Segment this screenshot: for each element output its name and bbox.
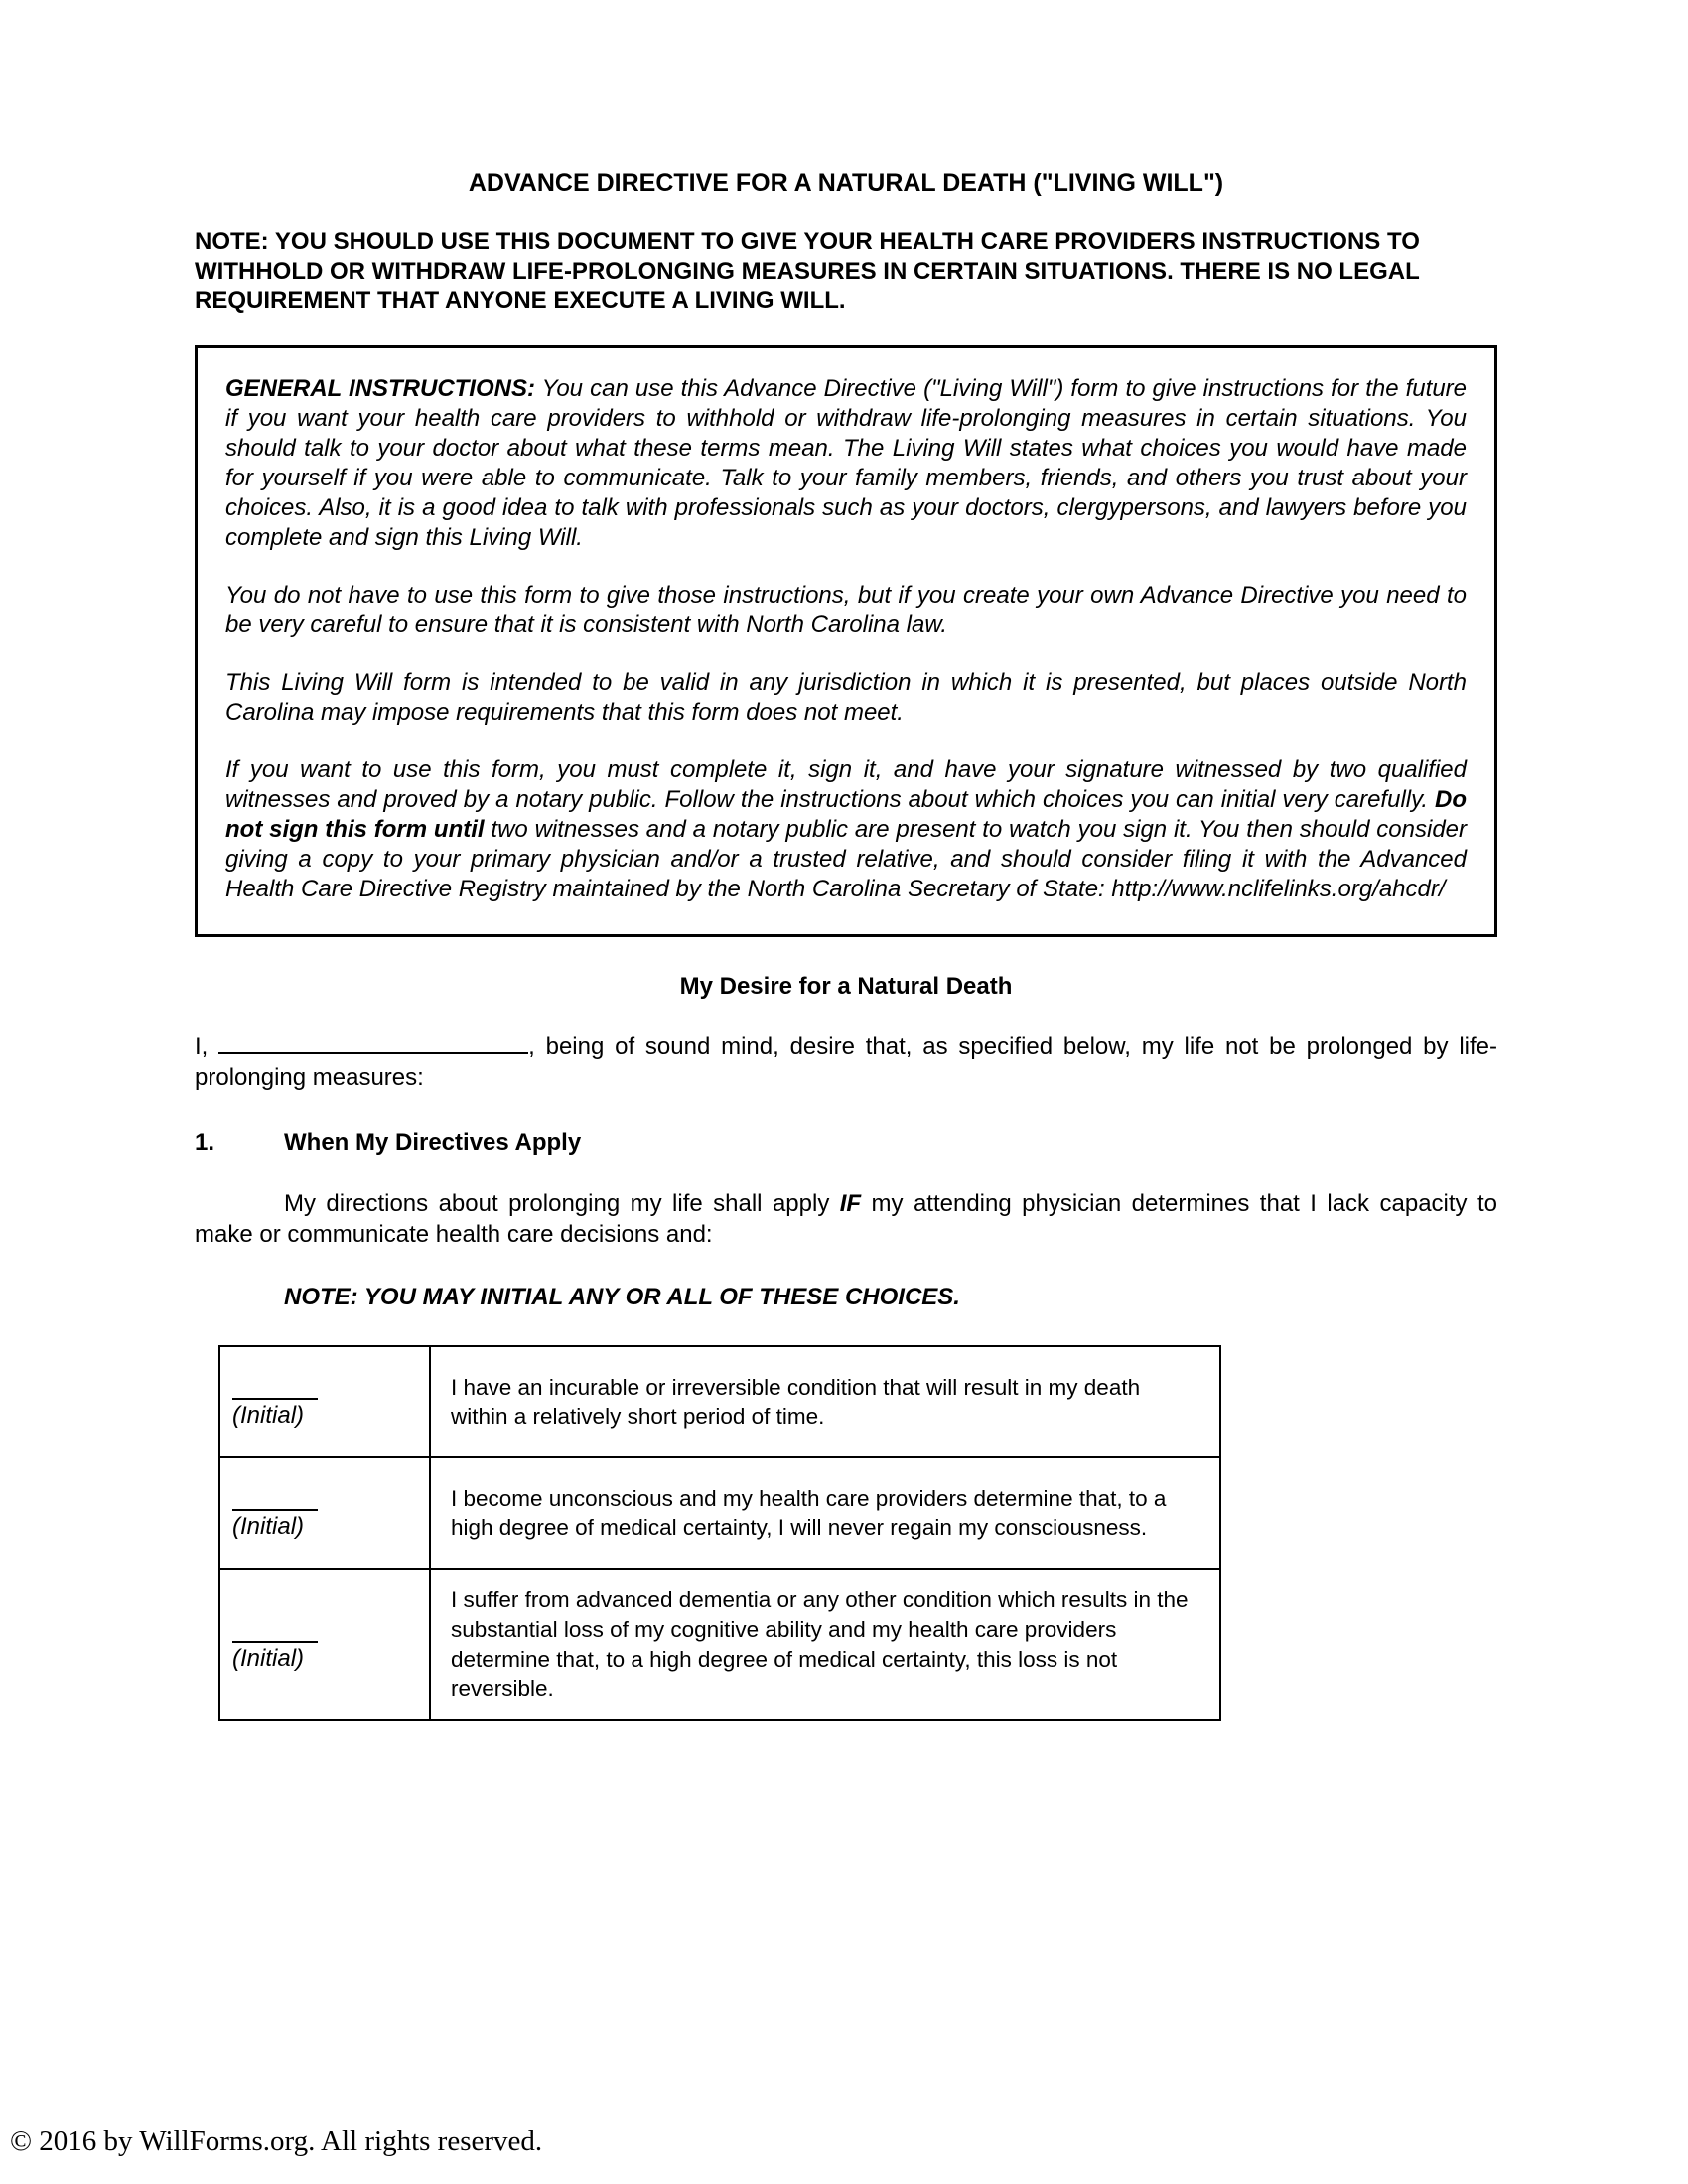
general-instructions-paragraph-2: You do not have to use this form to give those instructions, but if you create your own Advance Directive you need to be very careful to ensure that it is consistent with North Carolina law. <box>225 581 1467 638</box>
initial-label-1: (Initial) <box>232 1402 305 1430</box>
do-not-sign-warning: Do not sign this form until <box>225 785 1468 843</box>
document-title: ADVANCE DIRECTIVE FOR A NATURAL DEATH ("LIVING WILL") <box>468 169 1224 197</box>
desire-intro-before: I, <box>195 1032 209 1060</box>
initial-label-3: (Initial) <box>232 1644 305 1672</box>
if-emphasis: IF <box>839 1189 862 1217</box>
general-instructions-label: GENERAL INSTRUCTIONS: <box>225 374 535 402</box>
general-instructions-text-4a: If you want to use this form, you must complete it, sign it, and have your signature witnessed by two qualified witnesses and proved by a notary public. Follow the instructions about which choices you can initial very carefully. <box>225 755 1467 813</box>
initial-label-2: (Initial) <box>232 1513 305 1541</box>
initial-cell-1 <box>219 1346 430 1457</box>
general-instructions-text-1: You can use this Advance Directive ("Living Will") form to give instructions for the future if you want your health care providers to withhold or withdraw life-prolonging measures in certain situations. You should talk to your doctor about what these terms mean. The Living Will states what choices you would have made for yourself if you were able to communicate. Talk to your family members, friends, and others you trust about your choices. Also, it is a good idea to talk with professionals such as your doctors, clergypersons, and lawyers before you complete and sign this Living Will. <box>225 374 1468 551</box>
general-instructions-paragraph-1 <box>225 374 1467 553</box>
copyright-footer: © 2016 by WillForms.org. All rights reserved. <box>10 2125 543 2157</box>
top-note: NOTE: YOU SHOULD USE THIS DOCUMENT TO GIVE YOUR HEALTH CARE PROVIDERS INSTRUCTIONS TO WITHHOLD OR WITHDRAW LIFE-PROLONGING MEASURES IN CERTAIN SITUATIONS. THERE IS NO LEGAL REQUIREMENT THAT ANYONE EXECUTE A LIVING WILL. <box>195 228 1420 315</box>
general-instructions-text-4b: two witnesses and a notary public are present to watch you sign it. You then should consider giving a copy to your primary physician and/or a trusted relative, and should consider filing it with the Advanced Health Care Directive Registry maintained by the North Carolina Secretary of State: http://www.nclifelinks.org/ahcdr/ <box>225 815 1468 902</box>
section-1-paragraph <box>195 1188 1497 1250</box>
initial-choices-table <box>218 1345 1221 1721</box>
general-instructions-paragraph-4 <box>225 755 1467 904</box>
initial-blank-field-2[interactable] <box>232 1485 318 1511</box>
condition-statement-3: I suffer from advanced dementia or any other condition which results in the substantial loss of my cognitive ability and my health care providers determine that, to a high degree of medical certainty, this loss is not reversible. <box>430 1569 1220 1720</box>
condition-statement-2: I become unconscious and my health care providers determine that, to a high degree of medical certainty, I will never regain my consciousness. <box>430 1457 1220 1569</box>
table-row-advanced-dementia <box>219 1569 1220 1720</box>
initial-cell-2 <box>219 1457 430 1569</box>
section-1-heading <box>195 1129 1497 1157</box>
initial-cell-3 <box>219 1569 430 1720</box>
section-1-title: When My Directives Apply <box>284 1128 582 1156</box>
desire-intro-paragraph <box>195 1030 1497 1093</box>
condition-statement-1: I have an incurable or irreversible condition that will result in my death within a relatively short period of time. <box>430 1346 1220 1457</box>
section-1-text-after: my attending physician determines that I lack capacity to make or communicate health care decisions and: <box>195 1189 1497 1249</box>
table-row-incurable-condition <box>219 1346 1220 1457</box>
general-instructions-paragraph-3: This Living Will form is intended to be valid in any jurisdiction in which it is presented, but places outside North Carolina may impose requirements that this form does not meet. <box>225 668 1467 726</box>
section-1-text-before: My directions about prolonging my life shall apply <box>284 1189 830 1217</box>
desire-intro-after: , being of sound mind, desire that, as specified below, my life not be prolonged by life-prolonging measures: <box>195 1032 1497 1091</box>
initial-choices-note: NOTE: YOU MAY INITIAL ANY OR ALL OF THESE CHOICES. <box>284 1284 960 1311</box>
desire-section-heading: My Desire for a Natural Death <box>679 972 1013 1000</box>
initial-blank-field-3[interactable] <box>232 1616 318 1642</box>
initial-blank-field-1[interactable] <box>232 1374 318 1400</box>
section-1-number: 1. <box>195 1128 215 1156</box>
table-row-unconscious <box>219 1457 1220 1569</box>
declarant-name-blank-field[interactable] <box>218 1030 528 1054</box>
general-instructions-box <box>195 345 1497 937</box>
